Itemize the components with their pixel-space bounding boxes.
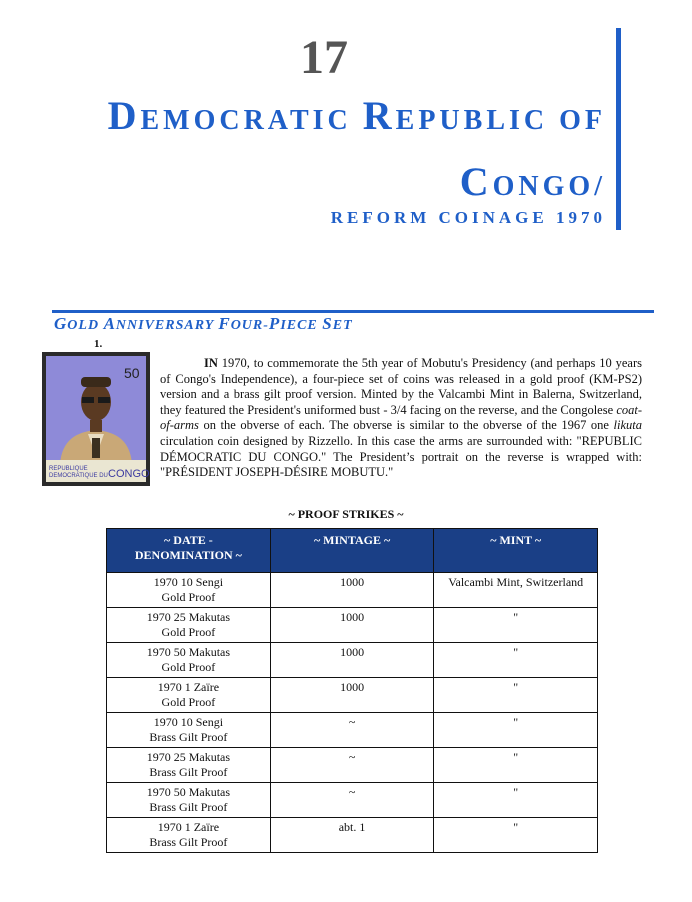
- table-row: [107, 783, 598, 818]
- cell-date: 1970 25 Makutas Brass Gilt Proof: [107, 748, 271, 783]
- table-row: [107, 748, 598, 783]
- stamp-country-line1: REPUBLIQUE: [49, 466, 88, 472]
- cell-mint: Valcambi Mint, Switzerland: [434, 573, 598, 608]
- cell-date: 1970 50 Makutas Brass Gilt Proof: [107, 783, 271, 818]
- cell-date: 1970 25 Makutas Gold Proof: [107, 608, 271, 643]
- cell-mintage: ~: [270, 748, 434, 783]
- cell-mintage: ~: [270, 713, 434, 748]
- section-heading: GOLD ANNIVERSARY FOUR-PIECE SET: [54, 314, 353, 333]
- chapter-subtitle: REFORM COINAGE 1970: [330, 208, 606, 227]
- stamp-country-big: CONGO: [108, 468, 150, 480]
- cell-mintage: abt. 1: [270, 818, 434, 853]
- cell-mintage: 1000: [270, 608, 434, 643]
- section-divider: [52, 310, 654, 313]
- cell-date: 1970 10 Sengi Brass Gilt Proof: [107, 713, 271, 748]
- table-row: [107, 608, 598, 643]
- cell-mintage: 1000: [270, 573, 434, 608]
- table-row: [107, 818, 598, 853]
- cell-date: 1970 50 Makutas Gold Proof: [107, 643, 271, 678]
- cell-mint: ": [434, 643, 598, 678]
- cell-mintage: ~: [270, 783, 434, 818]
- chapter-title-line2: CONGO/: [459, 159, 606, 204]
- item-number: 1.: [94, 338, 103, 350]
- cell-date: 1970 1 Zaïre Brass Gilt Proof: [107, 818, 271, 853]
- table-row: [107, 643, 598, 678]
- chapter-number: 17: [300, 31, 348, 84]
- stamp-image: [42, 352, 150, 486]
- cell-mint: ": [434, 783, 598, 818]
- header-mintage: ~ MINTAGE ~: [270, 529, 434, 573]
- table-row: [107, 713, 598, 748]
- header-mint: ~ MINT ~: [434, 529, 598, 573]
- cell-mint: ": [434, 748, 598, 783]
- cell-mint: ": [434, 678, 598, 713]
- table-row: [107, 573, 598, 608]
- chapter-side-bar: [616, 28, 621, 230]
- cell-mintage: 1000: [270, 643, 434, 678]
- table-header-row: [107, 529, 598, 573]
- cell-date: 1970 10 Sengi Gold Proof: [107, 573, 271, 608]
- cell-mintage: 1000: [270, 678, 434, 713]
- chapter-title-line1: DEMOCRATIC REPUBLIC OF: [107, 93, 606, 138]
- table-row: [107, 678, 598, 713]
- cell-mint: ": [434, 608, 598, 643]
- cell-mint: ": [434, 713, 598, 748]
- header-date: ~ DATE - DENOMINATION ~: [107, 529, 271, 573]
- cell-date: 1970 1 Zaïre Gold Proof: [107, 678, 271, 713]
- table-caption: ~ PROOF STRIKES ~: [288, 507, 404, 521]
- stamp-country-line2: DEMOCRATIQUE DU: [49, 473, 108, 479]
- stamp-value: 50: [124, 365, 140, 381]
- intro-paragraph: IN 1970, to commemorate the 5th year of Mobutu's Presidency (and perhaps 10 years of Congo's Independence), a four-piece set of coins was released in a gold proof (KM-PS2) version and a brass gilt proof version. Minted by the Valcambi Mint in Balerna, Switzerland, they featured the President's uniformed bust - 3/4 facing on the reverse, and the Congolese coat-of-arms on the obverse of each. The obverse is similar to the obverse of the 1967 one likuta circulation coin designed by Rizzello. In this case the arms are surrounded with: "REPUBLIC DÉMOCRATIC DU CONGO." The President’s portrait on the reverse is wrapped with: "PRÉSIDENT JOSEPH-DÉSIRE MOBUTU.": [160, 356, 642, 480]
- proof-strikes-table: [106, 528, 598, 853]
- cell-mint: ": [434, 818, 598, 853]
